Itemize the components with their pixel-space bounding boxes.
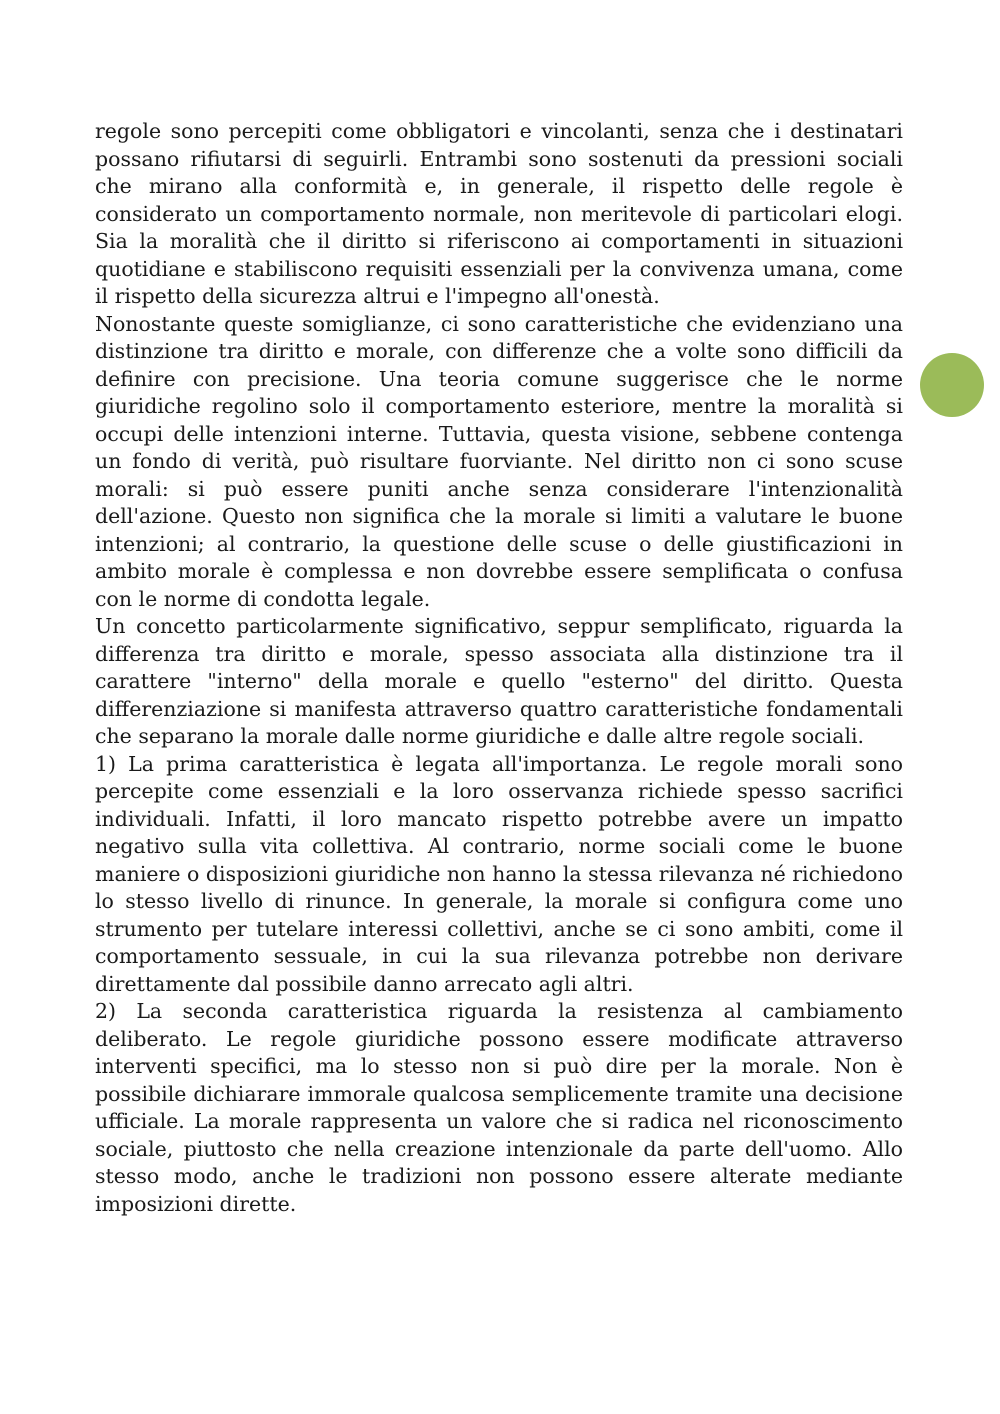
paragraph-3: Un concetto particolarmente significativo, seppur semplificato, riguarda la differenza tra diritto e morale, spesso associata alla distinzione tra il carattere "interno" della morale e quello "esterno" del diritto. Questa differenziazione si manifesta attraverso quattro caratteristiche fondamentali che separano la morale dalle norme giuridiche e dalle altre regole sociali.: [95, 614, 903, 748]
paragraph-4: 1) La prima caratteristica è legata all'importanza. Le regole morali sono percepite come essenziali e la loro osservanza richiede spesso sacrifici individuali. Infatti, il loro mancato rispetto potrebbe avere un impatto negativo sulla vita collettiva. Al contrario, norme sociali come le buone maniere o disposizioni giuridiche non hanno la stessa rilevanza né richiedono lo stesso livello di rinunce. In generale, la morale si configura come uno strumento per tutelare interessi collettivi, anche se ci sono ambiti, come il comportamento sessuale, in cui la sua rilevanza potrebbe non derivare direttamente dal possibile danno arrecato agli altri.: [95, 751, 903, 996]
paragraph-2: Nonostante queste somiglianze, ci sono caratteristiche che evidenziano una distinzione tra diritto e morale, con differenze che a volte sono difficili da definire con precisione. Una teoria comune suggerisce che le norme giuridiche regolino solo il comportamento esteriore, mentre la moralità si occupi delle intenzioni interne. Tuttavia, questa visione, sebbene contenga un fondo di verità, può risultare fuorviante. Nel diritto non ci sono scuse morali: si può essere puniti anche senza considerare l'intenzionalità dell'azione. Questo non significa che la morale si limiti a valutare le buone intenzioni; al contrario, la questione delle scuse o delle giustificazioni in ambito morale è complessa e non dovrebbe essere semplificata o confusa con le norme di condotta legale.: [95, 311, 903, 611]
paragraph-1: regole sono percepiti come obbligatori e vincolanti, senza che i destinatari possano rifiutarsi di seguirli. Entrambi sono sostenuti da pressioni sociali che mirano alla conformità e, in generale, il rispetto delle regole è considerato un comportamento normale, non meritevole di particolari elogi. Sia la moralità che il diritto si riferiscono ai comportamenti in situazioni quotidiane e stabiliscono requisiti essenziali per la convivenza umana, come il rispetto della sicurezza altrui e l'impegno all'onestà.: [95, 119, 903, 308]
paragraph-5: 2) La seconda caratteristica riguarda la resistenza al cambiamento deliberato. Le regole giuridiche possono essere modificate attraverso interventi specifici, ma lo stesso non si può dire per la morale. Non è possibile dichiarare immorale qualcosa semplicemente tramite una decisione ufficiale. La morale rappresenta un valore che si radica nel riconoscimento sociale, piuttosto che nella creazione intenzionale da parte dell'uomo. Allo stesso modo, anche le tradizioni non possono essere alterate mediante imposizioni dirette.: [95, 999, 903, 1216]
document-body: [95, 118, 903, 1218]
green-circle-marker: [920, 353, 984, 417]
